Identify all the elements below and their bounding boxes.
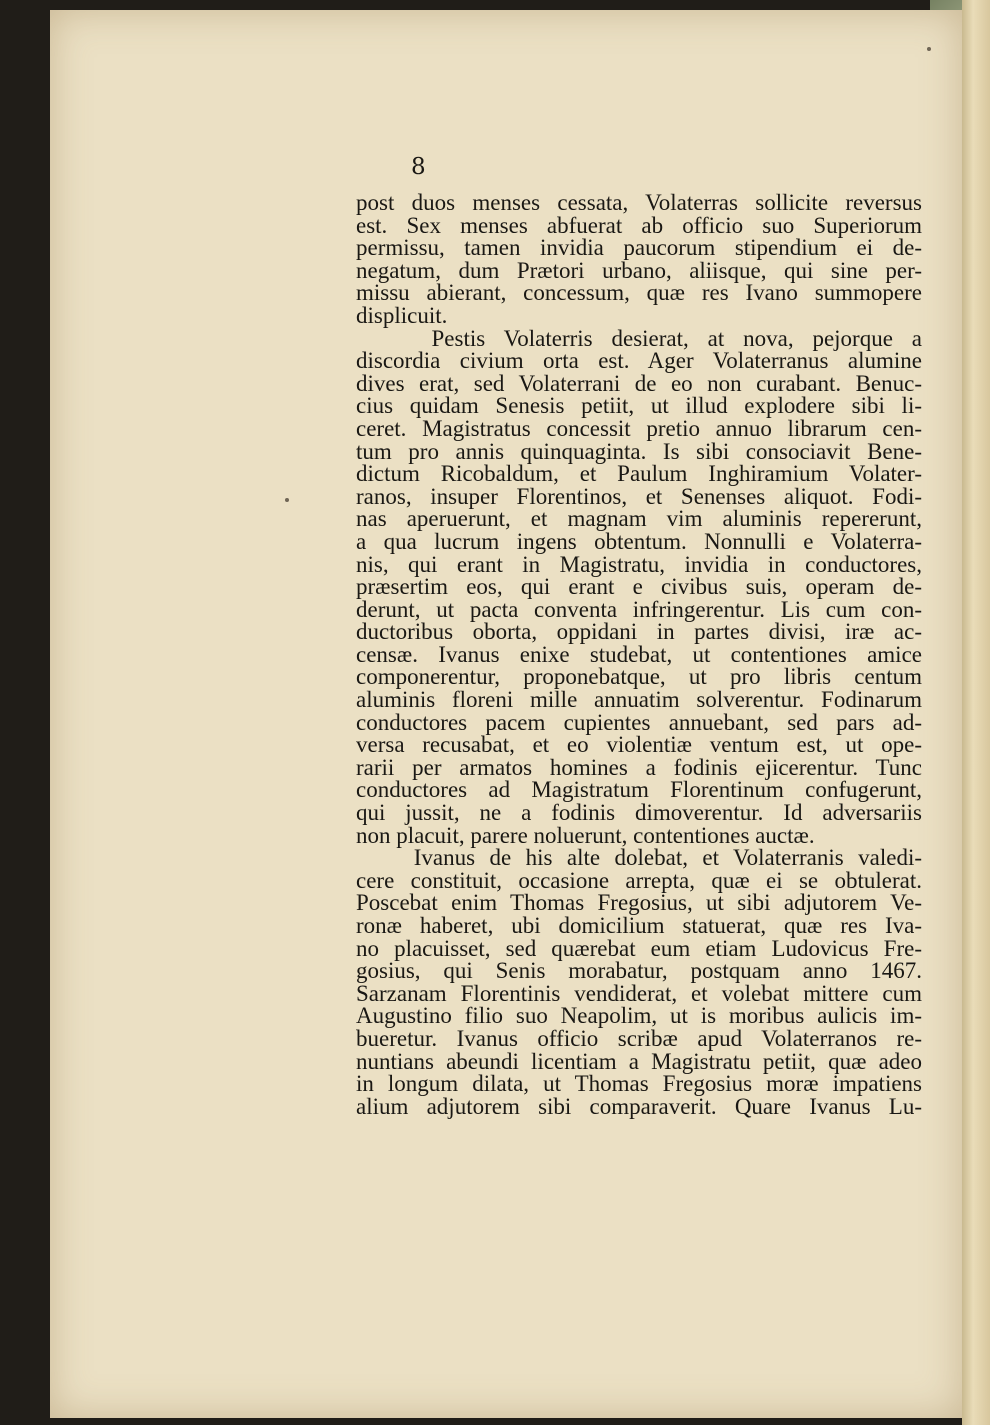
text-line: versa recusabat, et eo violentiæ ventum est, ut ope- xyxy=(356,732,922,758)
text-line: ceret. Magistratus concessit pretio annuo librarum cen- xyxy=(356,415,922,441)
text-line: dictum Ricobaldum, et Paulum Inghiramium Volater- xyxy=(356,461,922,487)
text-line: rarii per armatos homines a fodinis ejicerentur. Tunc xyxy=(356,754,922,780)
text-line: ductoribus oborta, oppidani in partes divisi, iræ ac- xyxy=(356,619,922,645)
text-line: dives erat, sed Volaterrani de eo non curabant. Benuc- xyxy=(356,370,922,396)
ink-speck xyxy=(285,498,289,502)
text-line: in longum dilata, ut Thomas Fregosius moræ impatiens xyxy=(356,1071,922,1097)
text-line: est. Sex menses abfuerat ab officio suo Superiorum xyxy=(356,212,922,238)
text-line: post duos menses cessata, Volaterras sollicite reversus xyxy=(356,190,922,215)
text-line: Poscebat enim Thomas Fregosius, ut sibi adjutorem Ve- xyxy=(356,890,922,916)
text-line: cere constituit, occasione arrepta, quæ ei se obtulerat. xyxy=(356,867,922,893)
text-line: displicuit. xyxy=(356,302,448,328)
text-line: permissu, tamen invidia paucorum stipendium ei de- xyxy=(356,235,922,261)
text-line: nuntians abeundi licentiam a Magistratu petiit, quæ adeo xyxy=(356,1048,922,1074)
text-line: a qua lucrum ingens obtentum. Nonnulli e Volaterra- xyxy=(356,528,922,554)
binding-edge xyxy=(962,0,990,1425)
text-line: qui jussit, ne a fodinis dimoverentur. Id adversariis xyxy=(356,800,922,826)
text-line: Pestis Volaterris desierat, at nova, pejorque a xyxy=(356,325,922,351)
text-line: nas aperuerunt, et magnam vim aluminis repererunt, xyxy=(356,506,922,532)
text-line: Ivanus de his alte dolebat, et Volaterranis valedi- xyxy=(356,845,922,871)
text-line: missu abierant, concessum, quæ res Ivano summopere xyxy=(356,280,922,306)
body-text xyxy=(356,192,922,1118)
text-line: discordia civium orta est. Ager Volaterranus alumine xyxy=(356,348,922,374)
text-line: derunt, ut pacta conventa infringerentur. Lis cum con- xyxy=(356,596,922,622)
text-line: conductores pacem cupientes annuebant, sed pars ad- xyxy=(356,709,922,735)
text-line: nis, qui erant in Magistratu, invidia in conductores, xyxy=(356,551,922,577)
text-line: ronæ haberet, ubi domicilium statuerat, quæ res Iva- xyxy=(356,913,922,938)
text-line: censæ. Ivanus enixe studebat, ut contentiones amice xyxy=(356,641,922,667)
ink-speck xyxy=(927,47,931,51)
text-line: alium adjutorem sibi comparaverit. Quare Ivanus Lu- xyxy=(356,1093,922,1119)
text-line: negatum, dum Prætori urbano, aliisque, qui sine per- xyxy=(356,257,922,283)
text-line: præsertim eos, qui erant e civibus suis, operam de- xyxy=(356,574,922,600)
text-line: non placuit, parere noluerunt, contentiones auctæ. xyxy=(356,822,815,848)
text-line: gosius, qui Senis morabatur, postquam anno 1467. xyxy=(356,958,922,984)
text-line: tum pro annis quinquaginta. Is sibi consociavit Bene- xyxy=(356,438,922,464)
page-number: 8 xyxy=(411,154,426,180)
text-line: aluminis floreni mille annuatim solverentur. Fodinarum xyxy=(356,687,922,713)
text-line: Sarzanam Florentinis vendiderat, et volebat mittere cum xyxy=(356,980,922,1006)
text-line: cius quidam Senesis petiit, ut illud explodere sibi li- xyxy=(356,393,922,419)
text-line: bueretur. Ivanus officio scribæ apud Volaterranos re- xyxy=(356,1025,922,1051)
text-line: ranos, insuper Florentinos, et Senenses aliquot. Fodi- xyxy=(356,483,922,509)
text-line: no placuisset, sed quærebat eum etiam Ludovicus Fre- xyxy=(356,935,922,961)
text-line: componerentur, proponebatque, ut pro libris centum xyxy=(356,664,922,690)
text-line: conductores ad Magistratum Florentinum confugerunt, xyxy=(356,777,922,803)
text-line: Augustino filio suo Neapolim, ut is moribus aulicis im- xyxy=(356,1003,922,1029)
